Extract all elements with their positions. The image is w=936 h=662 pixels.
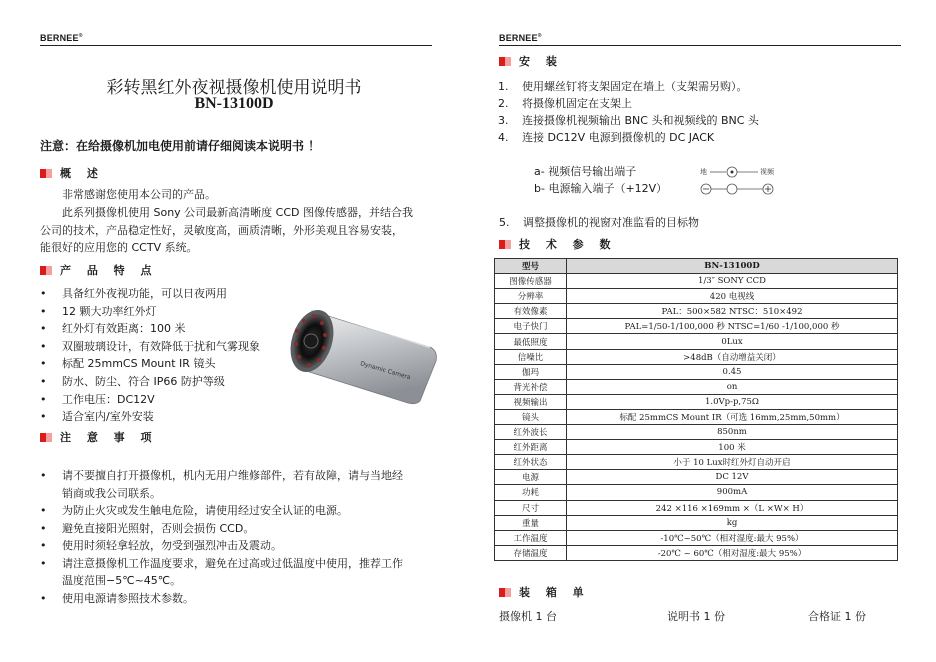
feature-item: • 工作电压：DC12V (38, 391, 260, 409)
document-title: 彩转黑红外夜视摄像机使用说明书 (106, 78, 362, 98)
spec-label: 红外波长 (495, 425, 567, 440)
spec-row (495, 530, 898, 545)
spec-row (495, 409, 898, 424)
packing-item-camera: 摄像机 1 台 (499, 610, 557, 623)
spec-row (495, 304, 898, 319)
section-marker-icon (40, 266, 52, 275)
spec-value: -10℃~50℃（相对湿度:最大 95%） (567, 530, 898, 545)
right-page (468, 0, 936, 662)
spec-row (495, 349, 898, 364)
camera-product-image (290, 299, 440, 405)
spec-row (495, 500, 898, 515)
feature-item: • 红外灯有效距离：100 米 (38, 320, 260, 338)
spec-label: 镜头 (495, 409, 567, 424)
overview-line: 此系列摄像机使用 Sony 公司最新高清晰度 CCD 图像传感器，并结合我 (62, 206, 414, 219)
caution-item: • 请注意摄像机工作温度要求，避免在过高或过低温度中使用，推荐工作 温度范围−5℃~45℃。 (38, 555, 438, 590)
dc-jack-icon (727, 184, 737, 194)
feature-item: • 双圈玻璃设计，有效降低于扰和气雾现象 (38, 338, 260, 356)
packing-item-certificate: 合格证 1 份 (808, 610, 866, 623)
video-label: 视频 (760, 168, 774, 176)
install-steps (498, 78, 759, 146)
feature-item: • 标配 25mmCS Mount IR 镜头 (38, 355, 260, 373)
spec-value: 标配 25mmCS Mount IR（可选 16mm,25mm,50mm） (567, 409, 898, 424)
spec-value: 1.0Vp-p,75Ω (567, 394, 898, 409)
spec-value: DC 12V (567, 470, 898, 485)
spec-value: -20℃ ~ 60℃（相对湿度:最大 95%） (567, 545, 898, 560)
spec-row (495, 470, 898, 485)
section-packing-heading: 装 箱 单 (499, 586, 590, 600)
spec-row (495, 485, 898, 500)
spec-label: 最低照度 (495, 334, 567, 349)
spec-value: 900mA (567, 485, 898, 500)
spec-label: 存储温度 (495, 545, 567, 560)
spec-label: 图像传感器 (495, 274, 567, 289)
spec-label: 尺寸 (495, 500, 567, 515)
spec-value: 0.45 (567, 364, 898, 379)
spec-label: 分辨率 (495, 289, 567, 304)
spec-value: PAL=1/50-1/100,000 秒 NTSC=1/60 -1/100,000 秒 (567, 319, 898, 334)
spec-label: 伽玛 (495, 364, 567, 379)
spec-row (495, 455, 898, 470)
spec-label: 电子快门 (495, 319, 567, 334)
spec-value: PAL：500×582 NTSC：510×492 (567, 304, 898, 319)
overview-intro: 非常感谢您使用本公司的产品。 (62, 188, 216, 201)
connector-diagram (700, 166, 790, 200)
spec-label: 视频输出 (495, 394, 567, 409)
spec-label: 工作温度 (495, 530, 567, 545)
caution-item: • 使用电源请参照技术参数。 (38, 590, 438, 608)
spec-label: 电源 (495, 470, 567, 485)
spec-label: 红外状态 (495, 455, 567, 470)
caution-item: • 请不要擅自打开摄像机，机内无用户维修部件，若有故障，请与当地经 销商或我公司联系。 (38, 467, 438, 502)
spec-label: 信噪比 (495, 349, 567, 364)
section-overview-heading: 概 述 (40, 167, 104, 181)
spec-row (495, 319, 898, 334)
install-step: 3. 连接摄像机视频输出 BNC 头和视频线的 BNC 头 (498, 114, 759, 127)
caution-item: • 使用时须轻拿轻放，勿受到强烈冲击及震动。 (38, 537, 438, 555)
section-marker-icon (499, 588, 511, 597)
section-marker-icon (499, 240, 511, 249)
spec-label: 有效像素 (495, 304, 567, 319)
section-specs-heading: 技 术 参 数 (499, 238, 617, 252)
brand-logo: BERNEE® (40, 33, 83, 43)
spec-row (495, 364, 898, 379)
warning-notice: 注意：在给摄像机加电使用前请仔细阅读本说明书 ！ (40, 139, 321, 153)
port-descriptions (534, 163, 667, 197)
spec-table (494, 258, 898, 561)
spec-row (495, 289, 898, 304)
features-list (38, 285, 260, 426)
spec-label: 功耗 (495, 485, 567, 500)
spec-row (495, 334, 898, 349)
header-rule (499, 45, 901, 46)
header-rule (40, 45, 432, 46)
port-b-label: b- 电源输入端子（+12V） (534, 182, 668, 195)
caution-item: • 避免直接阳光照射，否则会损伤 CCD。 (38, 520, 438, 538)
overview-line: 公司的技术，产品稳定性好，灵敏度高，画质清晰，外形美观且容易安装， (40, 224, 403, 237)
feature-item: • 适合室内/室外安装 (38, 408, 260, 426)
packing-item-manual: 说明书 1 份 (667, 610, 725, 623)
section-features-heading: 产 品 特 点 (40, 264, 158, 278)
spec-row (495, 379, 898, 394)
spec-row (495, 545, 898, 560)
cautions-list (38, 467, 438, 607)
spec-row (495, 440, 898, 455)
install-step: 2. 将摄像机固定在支架上 (498, 97, 632, 110)
port-a-label: a- 视频信号输出端子 (534, 165, 637, 178)
brand-logo: BERNEE® (499, 33, 542, 43)
overview-line: 能很好的应用您的 CCTV 系统。 (40, 241, 198, 254)
ground-label: 地 (700, 168, 707, 176)
feature-item: • 12 颗大功率红外灯 (38, 303, 260, 321)
spec-value: 100 米 (567, 440, 898, 455)
spec-header-cell: BN-13100D (567, 259, 898, 274)
section-marker-icon (40, 169, 52, 178)
camera-brand-label: Dynamic Camera (359, 360, 412, 382)
section-install-heading: 安 装 (499, 55, 563, 69)
section-marker-icon (40, 433, 52, 442)
spec-value: 小于 10 Lux时红外灯自动开启 (567, 455, 898, 470)
spec-label: 红外距离 (495, 440, 567, 455)
install-step: 1. 使用螺丝钉将支架固定在墙上（支架需另购）。 (498, 80, 748, 93)
spec-label: 背光补偿 (495, 379, 567, 394)
install-step: 4. 连接 DC12V 电源到摄像机的 DC JACK (498, 131, 715, 144)
spec-value: >48dB（自动增益关闭） (567, 349, 898, 364)
feature-item: • 防水、防尘、符合 IP66 防护等级 (38, 373, 260, 391)
spec-value: 0Lux (567, 334, 898, 349)
spec-row (495, 394, 898, 409)
model-title: BN-13100D (194, 95, 274, 112)
caution-item: • 为防止火灾或发生触电危险，请使用经过安全认证的电源。 (38, 502, 438, 520)
spec-value: 1/3″ SONY CCD (567, 274, 898, 289)
spec-value: 420 电视线 (567, 289, 898, 304)
spec-value: 850nm (567, 425, 898, 440)
feature-item: • 具备红外夜视功能，可以日夜两用 (38, 285, 260, 303)
spec-value: 242 ×116 ×169mm ×（L ×W× H） (567, 500, 898, 515)
section-cautions-heading: 注 意 事 项 (40, 431, 158, 445)
spec-value: on (567, 379, 898, 394)
spec-row (495, 515, 898, 530)
install-step-5: 5. 调整摄像机的视窗对准监看的目标物 (499, 216, 699, 229)
spec-value: kg (567, 515, 898, 530)
spec-label: 重量 (495, 515, 567, 530)
section-marker-icon (499, 57, 511, 66)
spec-header-row (495, 259, 898, 274)
spec-row (495, 425, 898, 440)
spec-row (495, 274, 898, 289)
spec-header-cell: 型号 (495, 259, 567, 274)
